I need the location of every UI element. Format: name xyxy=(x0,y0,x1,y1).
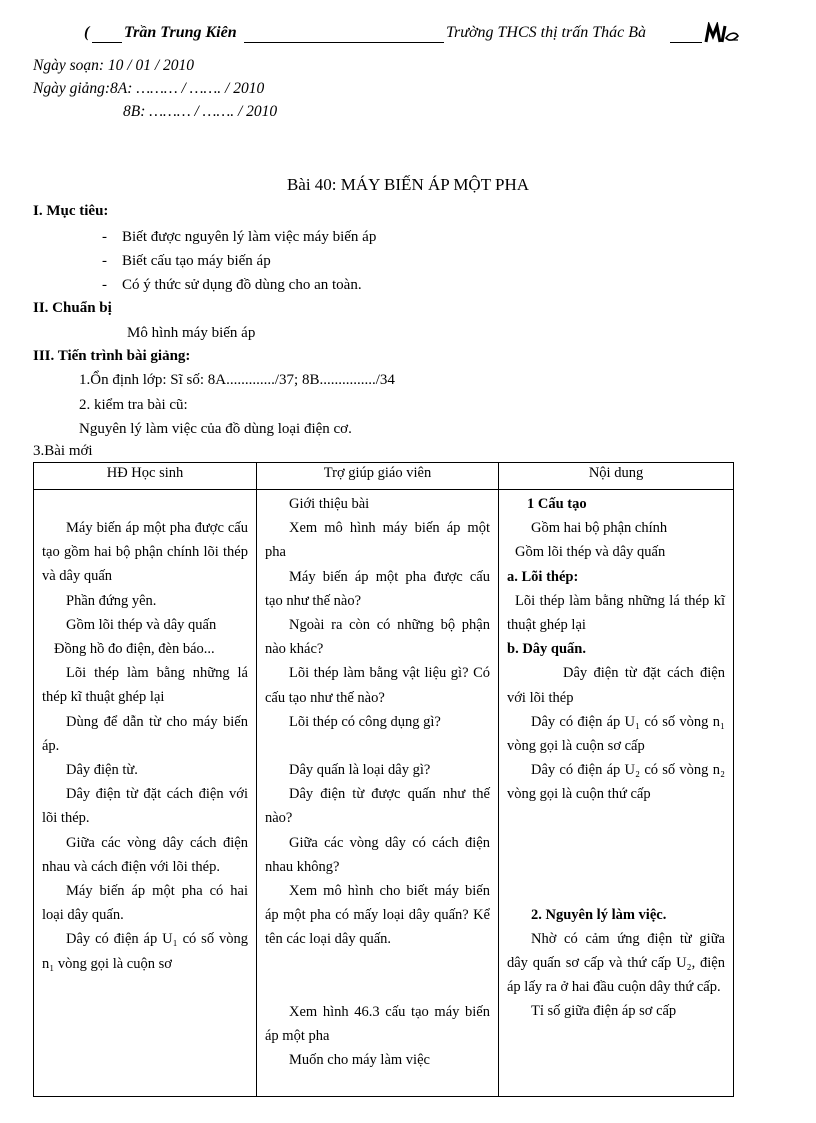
header-school: Trường THCS thị trấn Thác Bà xyxy=(446,24,646,41)
section-3-heading: III. Tiến trình bài giảng: xyxy=(33,348,191,364)
ngay-giang-8a: Ngày giảng:8A: ……… / ……. / 2010 xyxy=(33,80,265,97)
header-rule-3 xyxy=(670,42,702,43)
teacher-line-8: Dây điện từ được quấn như thế nào? xyxy=(265,786,490,827)
content-heading-2: 2. Nguyên lý làm việc. xyxy=(531,906,667,923)
col-header-content: Nội dung xyxy=(499,463,734,490)
content-pa: Lõi thép làm bằng những lá thép kĩ thuật ghép lại xyxy=(507,592,725,634)
bai-moi: 3.Bài mới xyxy=(33,443,93,459)
student-line-2: Phần đứng yên. xyxy=(66,592,157,609)
content-pb3: Dây có điện áp U₂ có số vòng n₂ vòng gọi là cuộn thứ cấp xyxy=(507,762,725,803)
teacher-line-5: Lõi thép làm bằng vật liệu gì? Có cấu tạo như thế nào? xyxy=(265,665,490,706)
header-author: Trần Trung Kiên xyxy=(124,24,237,41)
content-p2: Gồm lõi thép và dây quấn xyxy=(515,544,666,561)
header-open-paren: ( xyxy=(84,24,90,41)
teacher-line-4: Ngoài ra còn có những bộ phận nào khác? xyxy=(265,617,490,658)
teacher-line-11: Xem hình 46.3 cấu tạo máy biến áp một pha xyxy=(265,1003,490,1044)
teacher-line-6: Lõi thép có công dụng gì? xyxy=(289,713,441,730)
content-p2b: Tỉ số giữa điện áp sơ cấp xyxy=(531,1003,677,1020)
student-line-11: Dây có điện áp U₁ có số vòng n₁ vòng gọi là cuộn sơ xyxy=(42,931,248,972)
kiem-tra-question: Nguyên lý làm việc của đồ dùng loại điện cơ. xyxy=(79,421,352,437)
teacher-line-12: Muốn cho máy làm việc xyxy=(289,1052,430,1069)
student-line-1: Máy biến áp một pha được cấu tạo gồm hai bộ phận chính lõi thép và dây quấn xyxy=(42,520,248,585)
objective-text-1: Biết được nguyên lý làm việc máy biến áp xyxy=(122,229,377,245)
objective-text-2: Biết cấu tạo máy biến áp xyxy=(122,253,271,269)
objective-item-3: - Có ý thức sử dụng đồ dùng cho an toàn. xyxy=(102,277,362,293)
student-line-5: Lõi thép làm bằng những lá thép kĩ thuật ghép lại xyxy=(42,665,248,706)
col-header-student: HĐ Học sinh xyxy=(34,463,257,490)
content-p1: Gồm hai bộ phận chính xyxy=(531,520,668,537)
header-logo-icon xyxy=(704,22,742,46)
student-line-10: Máy biến áp một pha có hai loại dây quấn. xyxy=(42,883,248,924)
student-line-7: Dây điện từ. xyxy=(66,762,138,779)
student-line-3: Gồm lõi thép và dây quấn xyxy=(66,616,217,633)
dates-block xyxy=(33,54,277,123)
ngay-giang-8b: 8B: ……… / ……. / 2010 xyxy=(123,103,278,120)
student-line-4: Đồng hồ đo điện, đèn báo... xyxy=(54,641,215,658)
objective-item-2: - Biết cấu tạo máy biến áp xyxy=(102,253,271,269)
objective-text-3: Có ý thức sử dụng đồ dùng cho an toàn. xyxy=(122,277,362,293)
section-1-heading: I. Mục tiêu: xyxy=(33,203,109,219)
teacher-line-1: Giới thiệu bài xyxy=(289,496,370,512)
lesson-table xyxy=(33,462,734,1097)
content-heading-1: 1 Cấu tạo xyxy=(527,496,587,512)
section-2-heading: II. Chuẩn bị xyxy=(33,300,112,316)
header-rule-2 xyxy=(244,42,444,43)
objective-item-1: - Biết được nguyên lý làm việc máy biến áp xyxy=(102,229,377,245)
lesson-title: Bài 40: MÁY BIẾN ÁP MỘT PHA xyxy=(286,175,530,194)
col-header-teacher: Trợ giúp giáo viên xyxy=(257,463,499,490)
content-pb1: Dây điện từ đặt cách điện với lõi thép xyxy=(507,665,725,706)
student-activity-cell xyxy=(34,490,257,1097)
table-body-row xyxy=(34,490,734,1097)
table-header-row xyxy=(34,463,734,490)
page-header xyxy=(84,24,744,50)
student-line-6: Dùng để dẫn từ cho máy biến áp. xyxy=(42,713,248,754)
student-line-8: Dây điện từ đặt cách điện với lõi thép. xyxy=(42,786,248,827)
teacher-support-cell xyxy=(257,490,499,1097)
content-heading-b: b. Dây quấn. xyxy=(507,641,586,658)
content-heading-a: a. Lõi thép: xyxy=(507,568,579,585)
teacher-line-2: Xem mô hình máy biến áp một pha xyxy=(265,520,490,561)
teacher-line-9: Giữa các vòng dây có cách điện nhau không? xyxy=(265,834,490,875)
teacher-line-3: Máy biến áp một pha được cấu tạo như thế nào? xyxy=(265,568,490,609)
header-rule-1 xyxy=(92,42,122,43)
preparation-text: Mô hình máy biến áp xyxy=(127,325,256,341)
student-line-9: Giữa các vòng dây cách điện nhau và cách điện với lõi thép. xyxy=(42,834,248,875)
content-p2a: Nhờ có cảm ứng điện từ giữa dây quấn sơ cấp và thứ cấp U₂, điện áp lấy ra ở hai đầu cuộn dây thứ cấp. xyxy=(507,930,725,996)
teacher-line-10: Xem mô hình cho biết máy biến áp một pha có mấy loại dây quấn? Kể tên các loại dây quấn. xyxy=(265,883,490,948)
on-dinh-lop: 1.Ổn định lớp: Sĩ số: 8A............./37; 8B.............../34 xyxy=(79,372,395,388)
teacher-line-7: Dây quấn là loại dây gì? xyxy=(289,762,431,779)
content-cell xyxy=(499,490,734,1097)
ngay-soan: Ngày soạn: 10 / 01 / 2010 xyxy=(33,57,195,74)
content-pb2: Dây có điện áp U₁ có số vòng n₁ vòng gọi là cuộn sơ cấp xyxy=(507,713,725,755)
kiem-tra-bai-cu: 2. kiểm tra bài cũ: xyxy=(79,397,188,413)
